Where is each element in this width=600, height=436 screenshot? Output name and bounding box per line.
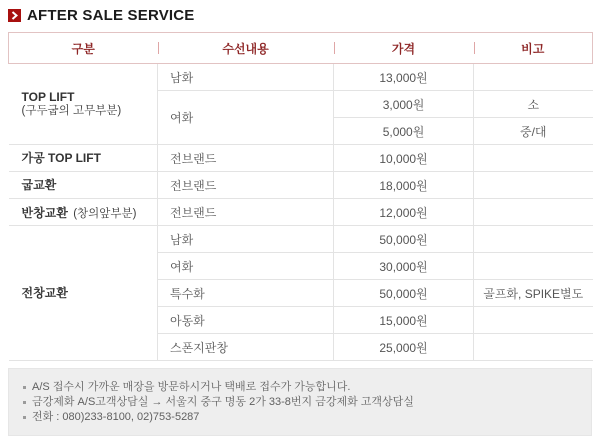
category-label: 반창교환	[21, 205, 68, 220]
category-label: 가공 TOP LIFT	[21, 151, 101, 165]
note-cell: 소	[474, 91, 593, 118]
note-cell	[474, 172, 593, 199]
note-cell	[474, 199, 593, 226]
chevron-right-icon	[8, 9, 21, 22]
price-cell: 5,000원	[334, 118, 474, 145]
header-note: 비고	[474, 33, 593, 64]
price-cell: 12,000원	[334, 199, 474, 226]
bullet-icon	[23, 401, 26, 404]
price-cell: 30,000원	[334, 253, 474, 280]
bullet-icon	[23, 386, 26, 389]
note-cell	[474, 253, 593, 280]
note-text: A/S 접수시 가까운 매장을 방문하시거나 택배로 접수가 가능합니다.	[32, 381, 351, 393]
table-row	[9, 145, 593, 172]
header-category: 구분	[9, 33, 158, 64]
repair-item-cell: 전브랜드	[158, 145, 334, 172]
bullet-icon	[23, 416, 26, 419]
price-cell: 3,000원	[334, 91, 474, 118]
note-text: 금강제화 A/S고객상담실 → 서울지 중구 명동 2가 33-8번지 금강제화 고객상담실	[32, 396, 414, 408]
price-cell: 50,000원	[334, 280, 474, 307]
price-cell: 10,000원	[334, 145, 474, 172]
category-label: 굽교환	[21, 178, 57, 192]
repair-item-cell: 특수화	[158, 280, 334, 307]
header-repair-content: 수선내용	[158, 33, 334, 64]
category-sublabel: (구두굽의 고무부분)	[21, 105, 122, 117]
note-text: 전화 : 080)233-8100, 02)753-5287	[32, 411, 200, 423]
footer-notes-box	[8, 368, 592, 436]
price-cell: 50,000원	[334, 226, 474, 253]
category-sublabel: (창의앞부분)	[73, 207, 137, 220]
table-header	[9, 33, 593, 64]
repair-item-cell: 스폰지판창	[158, 334, 334, 361]
note-line-reception	[22, 380, 578, 395]
category-cell-top-lift	[9, 64, 158, 145]
category-cell-processed-top-lift	[9, 145, 158, 172]
page-title: AFTER SALE SERVICE	[27, 6, 195, 24]
price-cell: 13,000원	[334, 64, 474, 91]
repair-item-cell: 남화	[158, 226, 334, 253]
note-cell	[474, 307, 593, 334]
repair-item-cell: 여화	[158, 91, 334, 145]
header-price: 가격	[334, 33, 474, 64]
repair-item-cell: 전브랜드	[158, 199, 334, 226]
category-cell-half-sole	[9, 199, 158, 226]
table-row	[9, 64, 593, 91]
note-cell	[474, 64, 593, 91]
table-row	[9, 172, 593, 199]
category-cell-full-sole	[9, 226, 158, 361]
note-cell: 골프화, SPIKE별도	[474, 280, 593, 307]
table-row	[9, 199, 593, 226]
repair-item-cell: 전브랜드	[158, 172, 334, 199]
category-cell-heel-replacement	[9, 172, 158, 199]
header-row	[9, 33, 593, 64]
page-header	[8, 7, 592, 23]
note-line-phone	[22, 410, 578, 425]
category-label: TOP LIFT	[21, 90, 75, 104]
service-price-table	[8, 32, 593, 361]
note-line-address	[22, 395, 578, 410]
note-cell	[474, 334, 593, 361]
note-cell	[474, 226, 593, 253]
note-cell	[474, 145, 593, 172]
price-cell: 15,000원	[334, 307, 474, 334]
repair-item-cell: 여화	[158, 253, 334, 280]
note-cell: 중/대	[474, 118, 593, 145]
price-cell: 18,000원	[334, 172, 474, 199]
category-label: 전창교환	[21, 286, 68, 300]
repair-item-cell: 남화	[158, 64, 334, 91]
price-cell: 25,000원	[334, 334, 474, 361]
table-row	[9, 226, 593, 253]
repair-item-cell: 아동화	[158, 307, 334, 334]
